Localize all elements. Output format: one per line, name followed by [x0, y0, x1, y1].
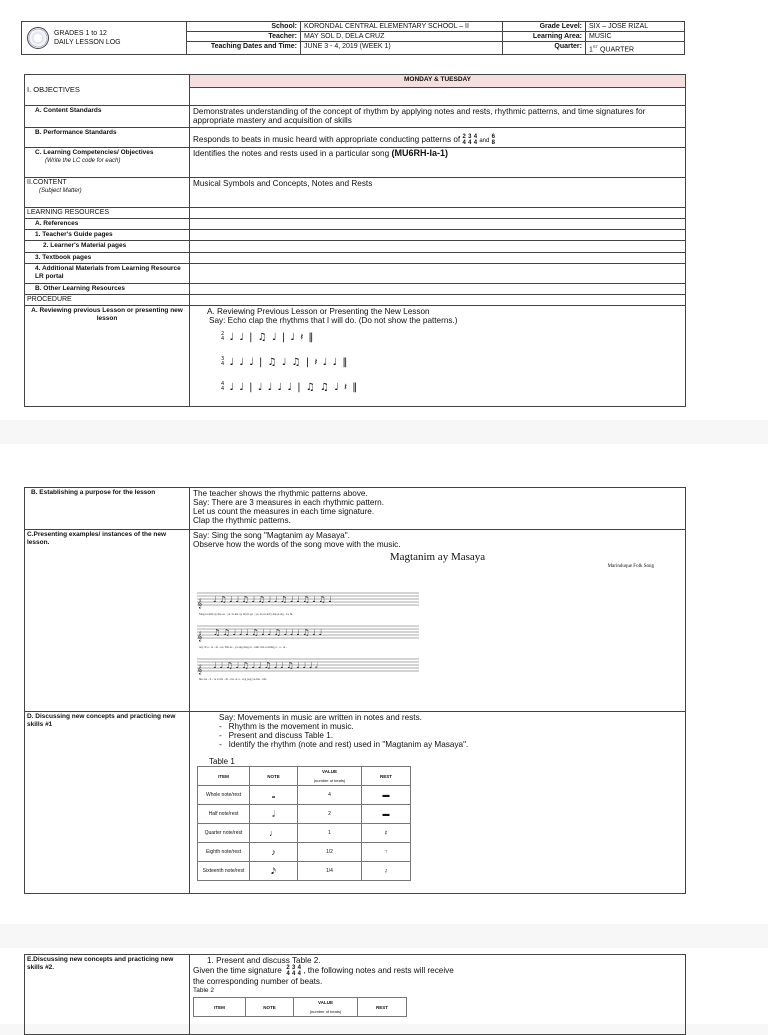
- procedure-table-2: [24, 487, 686, 894]
- tb-label: 3. Textbook pages: [25, 253, 190, 264]
- performance-label: B. Performance Standards: [25, 128, 190, 148]
- table-row: Whole note/rest 𝅝 4 ▬: [198, 786, 411, 805]
- other-label: B. Other Learning Resources: [25, 284, 190, 295]
- examples-value: Say: Sing the song "Magtanim ay Masaya". Observe how the words of the song move with the music. Magtanim ay Masaya Marinduque Folk Song 𝄞 𝄞 𝄞 ♩ ♫ ♩ ♩ ♫ ♩ ♫ ♩ ♩ ♫ ♩ ♩ ♫ ♩ ♫ ♩ ♫ ♫ ♩ ♩ ♩ ♫ ♩ ♩ ♫ ♩ ♩ ♩ ♫ ♩ ♩ ♩ ♩ ♫ ♩ ♫ ♩ ♩ ♫ ♩ ♩ ♫ ♩ ♩ ♩ 𝅗𝅥 Mag-ta-nim ay ma-sa - ya, la-kat ay ma-li-ga - ya, ba-ta-nd'y ma-si-sig - la, hi- nay di a - la - in - na, Ma-sa - ya ang mag-ta - nim, ma-ra-ming a - a - ni - hin, ka - li - ra sa bu - ki - rin, at a - sog pag-ya-ma - nin.: [190, 530, 686, 712]
- svg-text:Mag-ta-nim ay ma-sa - ya, la: Mag-ta-nim ay ma-sa - ya, la-kat ay ma-li-ga - ya, ba-ta-nd'y ma-si-sig - la, hi-: [199, 612, 294, 616]
- objectives-blank: [190, 88, 686, 106]
- svg-text:♩ ♫ ♩ ♩ ♫ ♩ ♫ ♩ ♩ ♫ ♩ ♩ ♫ ♩ ♫: ♩ ♫ ♩ ♩ ♫ ♩ ♫ ♩ ♩ ♫ ♩ ♩ ♫ ♩ ♫ ♩: [213, 595, 332, 604]
- area-value: MUSIC: [586, 32, 685, 42]
- discussing-1-value: Say: Movements in music are written in notes and rests. - Rhythm is the movement in music. - Present and discuss Table 1. - Identify the rhythm (note and rest) used in "Magtanim ay Masaya". Table 1 ITEM NOTE VALUE (number of beats) REST Whole note/rest 𝅝 4 ▬ Half note/rest 𝅗𝅥 2 ▬ Quarter note/rest ♩ 1 𝄽 Eighth note/rest ♪ 1/2 𝄾 Sixteenth note/rest 𝅘𝅥𝅯 1/4 𝄿: [190, 712, 686, 894]
- reviewing-value: [190, 306, 686, 407]
- school-label: School:: [187, 22, 301, 32]
- lm-label: 2. Learner's Material pages: [25, 241, 190, 253]
- objectives-label: I. OBJECTIVES: [25, 75, 190, 106]
- table-row: Eighth note/rest ♪ 1/2 𝄾: [198, 843, 411, 862]
- dates-value: JUNE 3 - 4, 2019 (WEEK 1): [301, 42, 503, 55]
- performance-value: Responds to beats in music heard with appropriate conducting patterns of 2 4 3 4 4 4 and 6 8: [190, 128, 686, 148]
- svg-text:hin, ka - li - ra s: hin, ka - li - ra sa bu - ki - rin, at a - sog pag-ya-ma - nin.: [199, 677, 267, 681]
- lesson-table: [24, 74, 686, 407]
- rhythm-pattern-3: 4 4 ♩ ♩ | ♩ ♩ ♩ ♩ | ♫ ♫ ♩ 𝄽 ‖: [221, 381, 359, 393]
- reviewing-label: A. Reviewing previous Lesson or presenting new lesson: [25, 306, 190, 407]
- table2-title: Table 2: [193, 987, 214, 994]
- reviewing-say: Say: Echo clap the rhythms that I will do. (Do not show the patterns.): [209, 316, 458, 325]
- svg-text:♩ ♩ ♫ ♩ ♫ ♩ ♩ ♫ ♩ ♩ ♫ ♩ ♩ ♩ 𝅗: ♩ ♩ ♫ ♩ ♫ ♩ ♩ ♫ ♩ ♩ ♫ ♩ ♩ ♩ 𝅗𝅥: [213, 661, 318, 670]
- discussing-2-value: 1. Present and discuss Table 2. Given the time signature 2 4 3 4 4 4 , the following notes and rests will receive the corresponding number of beats. Table 2 ITEM NOTE VALUE (number of beats) REST: [190, 955, 686, 1035]
- svg-text:♫ ♫ ♩ ♩ ♩ ♫ ♩ ♩ ♫ ♩ ♩ ♩ ♫ ♩ ♩: ♫ ♫ ♩ ♩ ♩ ♫ ♩ ♩ ♫ ♩ ♩ ♩ ♫ ♩ ♩: [213, 628, 323, 637]
- content-value: Musical Symbols and Concepts, Notes and Rests: [190, 178, 686, 208]
- rhythm-pattern-2: 3 4 ♩ ♩ ♩ | ♫ ♩ ♫ | 𝄽 ♩ ♩ ‖: [221, 356, 349, 368]
- note-value-table: ITEM NOTE VALUE (number of beats) REST Whole note/rest 𝅝 4 ▬ Half note/rest 𝅗𝅥 2 ▬ Quarter note/rest ♩ 1 𝄽 Eighth note/rest ♪ 1/2 𝄾 Sixteenth note/rest 𝅘𝅥𝅯 1/4 𝄿: [197, 766, 411, 881]
- competencies-label: C. Learning Competencies/ Objectives (Write the LC code for each): [25, 148, 190, 178]
- grade-value: SIX – JOSE RIZAL: [586, 22, 685, 32]
- area-label: Learning Area:: [503, 32, 586, 42]
- purpose-label: B. Establishing a purpose for the lesson: [25, 488, 190, 530]
- references-label: A. References: [25, 219, 190, 230]
- procedure-label: PROCEDURE: [25, 295, 190, 306]
- song-source: Marinduque Folk Song: [607, 564, 654, 569]
- competencies-value: Identifies the notes and rests used in a particular song (MU6RH-Ia-1): [190, 148, 686, 178]
- reviewing-title: A. Reviewing Previous Lesson or Presenting the New Lesson: [207, 307, 430, 316]
- treble-clef-icon: 𝄞: [197, 599, 203, 609]
- treble-clef-icon: 𝄞: [197, 665, 203, 675]
- table-row: Half note/rest 𝅗𝅥 2 ▬: [198, 805, 411, 824]
- table1-title: Table 1: [209, 757, 235, 766]
- discussing-2-label: E.Discussing new concepts and practicing new skills #2.: [25, 955, 190, 1035]
- dates-label: Teaching Dates and Time:: [187, 42, 301, 55]
- page-2: [0, 444, 768, 924]
- tg-label: 1. Teacher's Guide pages: [25, 230, 190, 241]
- examples-label: C.Presenting examples/ instances of the new lesson.: [25, 530, 190, 712]
- content-label: II.CONTENT (Subject Matter): [25, 178, 190, 208]
- purpose-value: The teacher shows the rhythmic patterns above. Say: There are 3 measures in each rhythmic pattern. Let us count the measures in each time signature. Clap the rhythmic patterns.: [190, 488, 686, 530]
- note-value-table-2: ITEM NOTE VALUE (number of beats) REST: [193, 997, 407, 1017]
- grade-label: Grade Level:: [503, 22, 586, 32]
- treble-clef-icon: 𝄞: [197, 632, 203, 642]
- rhythm-pattern-1: 2 4 ♩ ♩ | ♫ ♩ | ♩ 𝄽 ‖: [221, 331, 315, 343]
- resources-label: LEARNING RESOURCES: [25, 208, 190, 219]
- school-value: KORONDAL CENTRAL ELEMENTARY SCHOOL – II: [301, 22, 503, 32]
- quarter-value: 1ST QUARTER: [586, 42, 685, 55]
- table-row: Sixteenth note/rest 𝅘𝅥𝅯 1/4 𝄿: [198, 862, 411, 881]
- teacher-label: Teacher:: [187, 32, 301, 42]
- discussing-1-label: D. Discussing new concepts and practicing new skills #1: [25, 712, 190, 894]
- header-table: [21, 21, 685, 55]
- song-title: Magtanim ay Masaya: [389, 551, 486, 563]
- logo-cell: [22, 22, 187, 55]
- deped-seal-icon: [27, 27, 49, 49]
- log-title-1: GRADES 1 to 12: [53, 30, 107, 38]
- song-score: [193, 571, 421, 681]
- table-row: Quarter note/rest ♩ 1 𝄽: [198, 824, 411, 843]
- procedure-table-3: [24, 954, 686, 1035]
- content-standards-label: A. Content Standards: [25, 106, 190, 128]
- content-standards-value: Demonstrates understanding of the concept of rhythm by applying notes and rests, rhythmic patterns, and time signatures for appropriate mastery and acquisition of skills: [190, 106, 686, 128]
- quarter-label: Quarter:: [503, 42, 586, 55]
- page-1: [0, 0, 768, 420]
- day-header: MONDAY & TUESDAY: [190, 75, 686, 88]
- log-title-2: DAILY LESSON LOG: [53, 39, 121, 47]
- svg-text:nay di a - la - in - na,: nay di a - la - in - na, Ma-sa - ya ang mag-ta - nim, ma-ra-ming a - a - ni -: [199, 645, 288, 649]
- additional-label: 4. Additional Materials from Learning Resource LR portal: [25, 264, 190, 284]
- teacher-value: MAY SOL D. DELA CRUZ: [301, 32, 503, 42]
- page-3: [0, 948, 768, 1024]
